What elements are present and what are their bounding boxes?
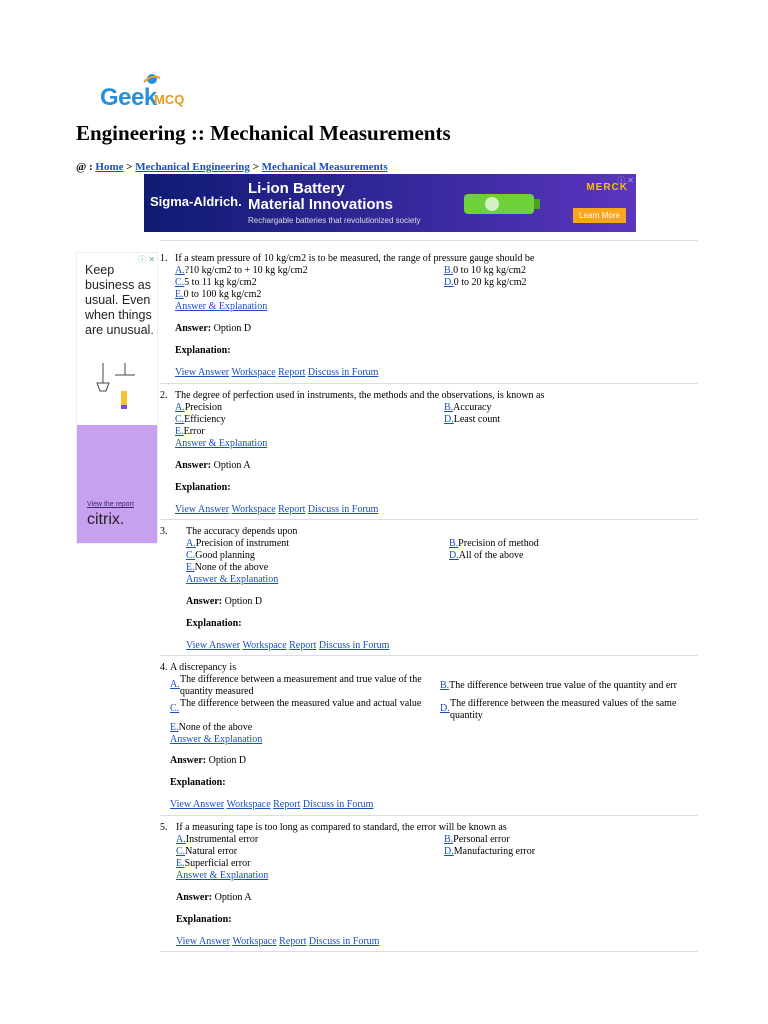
option-b[interactable] (444, 402, 491, 414)
report-link[interactable]: Report (279, 936, 307, 947)
view-answer-link[interactable]: View Answer (186, 640, 241, 651)
option-key[interactable]: B. (449, 538, 459, 549)
banner-learn-more-button[interactable]: Learn More (573, 208, 626, 223)
option-text: 0 to 10 kg kg/cm2 (453, 265, 526, 276)
question-card (160, 526, 700, 656)
answer-label: Answer: (176, 892, 213, 903)
option-text: Good planning (195, 550, 255, 561)
answer-explanation-link[interactable]: Answer & Explanation (175, 301, 268, 312)
question-text: A discrepancy is (170, 662, 237, 673)
question-card (160, 390, 700, 520)
question-actions (186, 640, 389, 652)
option-key[interactable]: C. (175, 277, 185, 288)
option-text: The difference between true value of the quantity and err (449, 680, 677, 691)
option-c[interactable] (186, 550, 255, 562)
page-title: Engineering :: Mechanical Measurements (76, 121, 451, 145)
side-ad[interactable] (76, 252, 158, 544)
question-actions (170, 799, 373, 811)
option-e[interactable] (186, 562, 268, 574)
question-actions (175, 504, 378, 516)
explanation-line (175, 482, 231, 494)
question-card (160, 253, 700, 383)
option-text: Natural error (185, 846, 238, 857)
workspace-link[interactable]: Workspace (232, 936, 277, 947)
option-key[interactable]: D. (444, 846, 454, 857)
option-text: None of the above (194, 562, 269, 573)
option-d[interactable] (444, 846, 535, 858)
divider (160, 240, 698, 241)
site-logo[interactable] (100, 72, 200, 112)
option-d[interactable] (444, 414, 500, 426)
option-text: Precision of method (458, 538, 539, 549)
answer-explanation-link[interactable]: Answer & Explanation (186, 574, 279, 585)
explanation-line (175, 345, 231, 357)
breadcrumb-separator: > (126, 161, 133, 173)
question-number: 4. (160, 662, 168, 673)
breadcrumb-separator: > (252, 161, 259, 173)
answer-explanation-link[interactable]: Answer & Explanation (170, 734, 263, 745)
option-key[interactable]: D. (444, 414, 454, 425)
logo-text-geek: Geek (100, 84, 157, 111)
question-actions (176, 936, 379, 948)
option-key[interactable]: C. (175, 414, 185, 425)
option-a[interactable] (175, 265, 308, 277)
option-text: None of the above (178, 722, 253, 733)
option-b[interactable] (449, 538, 539, 550)
discuss-link[interactable]: Discuss in Forum (307, 504, 379, 515)
breadcrumb (76, 161, 388, 173)
option-d[interactable] (440, 698, 700, 722)
option-key[interactable]: D. (444, 277, 454, 288)
option-text: Precision of instrument (195, 538, 290, 549)
side-ad-text: Keep business as usual. Even when things are unusual. (85, 263, 154, 337)
breadcrumb-category-link[interactable]: Mechanical Engineering (135, 161, 250, 173)
breadcrumb-current-link[interactable]: Mechanical Measurements (261, 161, 388, 173)
explanation-label: Explanation: (175, 482, 231, 493)
side-ad-view-report-link[interactable]: View the report (87, 501, 134, 508)
option-b[interactable] (444, 265, 526, 277)
discuss-link[interactable]: Discuss in Forum (318, 640, 390, 651)
answer-line (175, 323, 251, 335)
option-d[interactable] (449, 550, 523, 562)
option-text: ?10 kg/cm2 to + 10 kg kg/cm2 (184, 265, 308, 276)
banner-tagline: Rechargable batteries that revolutionized society (248, 216, 421, 225)
explanation-label: Explanation: (170, 777, 226, 788)
option-a[interactable] (170, 674, 432, 698)
option-key[interactable]: A. (170, 679, 180, 690)
answer-value: Option A (214, 892, 252, 903)
question-text: The degree of perfection used in instruments, the methods and the observations, is known as (175, 390, 545, 401)
ad-close-icon[interactable]: ⓘ ✕ (617, 176, 634, 185)
workspace-link[interactable]: Workspace (231, 504, 276, 515)
option-c[interactable] (175, 277, 257, 289)
option-key[interactable]: B. (444, 834, 454, 845)
workspace-link[interactable]: Workspace (226, 799, 271, 810)
option-key[interactable]: E. (170, 722, 179, 733)
answer-label: Answer: (170, 755, 207, 766)
question-card (160, 662, 700, 812)
option-text: Error (183, 426, 205, 437)
option-key[interactable]: D. (449, 550, 459, 561)
explanation-line (176, 914, 232, 926)
question-card (160, 822, 700, 952)
option-key[interactable]: C. (176, 846, 186, 857)
option-e[interactable] (176, 858, 250, 870)
option-text: Precision (184, 402, 222, 413)
explanation-line (170, 777, 226, 789)
answer-value: Option D (213, 323, 252, 334)
breadcrumb-prefix: @ : (76, 161, 93, 173)
view-answer-link[interactable]: View Answer (170, 799, 225, 810)
option-key[interactable]: B. (444, 402, 454, 413)
discuss-link[interactable]: Discuss in Forum (307, 367, 379, 378)
banner-headline (248, 181, 393, 213)
side-ad-brand-logo: citrix. (87, 511, 125, 528)
banner-ad[interactable] (144, 174, 636, 232)
view-answer-link[interactable]: View Answer (176, 936, 231, 947)
discuss-link[interactable]: Discuss in Forum (308, 936, 380, 947)
answer-value: Option D (208, 755, 247, 766)
discuss-link[interactable]: Discuss in Forum (302, 799, 374, 810)
option-text: Accuracy (453, 402, 492, 413)
question-number: 1. (160, 253, 168, 264)
answer-line (186, 596, 262, 608)
option-key[interactable]: A. (176, 834, 186, 845)
option-a[interactable] (175, 402, 222, 414)
question-actions (175, 367, 378, 379)
option-text: 0 to 100 kg kg/cm2 (183, 289, 262, 300)
option-text: Manufacturing error (453, 846, 536, 857)
option-c[interactable] (170, 698, 432, 715)
report-link[interactable]: Report (289, 640, 317, 651)
answer-label: Answer: (175, 323, 212, 334)
option-text: Instrumental error (185, 834, 259, 845)
lamp-illustration-icon (95, 363, 145, 425)
option-text: The difference between the measured value and actual value (180, 698, 422, 709)
option-key[interactable]: E. (175, 426, 184, 437)
option-e[interactable] (175, 289, 261, 301)
view-answer-link[interactable]: View Answer (175, 504, 230, 515)
option-text: Personal error (453, 834, 510, 845)
option-text: The difference between the measured values of the same quantity (450, 698, 677, 721)
workspace-link[interactable]: Workspace (231, 367, 276, 378)
option-key[interactable]: E. (186, 562, 195, 573)
option-b[interactable] (440, 680, 677, 692)
answer-explanation-link[interactable]: Answer & Explanation (175, 438, 268, 449)
workspace-link[interactable]: Workspace (242, 640, 287, 651)
divider (160, 383, 698, 384)
option-key[interactable]: A. (175, 402, 185, 413)
option-text: 0 to 20 kg kg/cm2 (453, 277, 527, 288)
option-key[interactable]: D. (440, 703, 450, 714)
option-key[interactable]: C. (170, 703, 180, 714)
battery-icon (462, 184, 552, 222)
report-link[interactable]: Report (278, 504, 306, 515)
answer-line (175, 460, 251, 472)
explanation-label: Explanation: (186, 618, 242, 629)
option-key[interactable]: E. (176, 858, 185, 869)
divider (160, 815, 698, 816)
explanation-label: Explanation: (175, 345, 231, 356)
answer-value: Option A (213, 460, 251, 471)
answer-line (170, 755, 246, 767)
answer-line (176, 892, 252, 904)
option-key[interactable]: B. (440, 680, 450, 691)
banner-headline-line-1: Li-ion Battery (248, 180, 345, 197)
option-text: 5 to 11 kg kg/cm2 (184, 277, 257, 288)
option-a[interactable] (176, 834, 258, 846)
option-key[interactable]: C. (186, 550, 196, 561)
question-text: If a steam pressure of 10 kg/cm2 is to be measured, the range of pressure gauge should be (175, 253, 535, 264)
answer-label: Answer: (186, 596, 223, 607)
answer-explanation-link[interactable]: Answer & Explanation (176, 870, 269, 881)
option-c[interactable] (175, 414, 226, 426)
answer-value: Option D (224, 596, 263, 607)
option-key[interactable]: A. (175, 265, 185, 276)
view-answer-link[interactable]: View Answer (175, 367, 230, 378)
question-text: The accuracy depends upon (186, 526, 298, 537)
banner-headline-line-2: Material Innovations (248, 196, 394, 213)
question-text: If a measuring tape is too long as compared to standard, the error will be known as (176, 822, 507, 833)
option-key[interactable]: A. (186, 538, 196, 549)
option-text: Superficial error (184, 858, 251, 869)
option-key[interactable]: B. (444, 265, 454, 276)
explanation-label: Explanation: (176, 914, 232, 925)
logo-text-mcq: MCQ (154, 92, 185, 107)
answer-label: Answer: (175, 460, 212, 471)
option-text: Efficiency (184, 414, 226, 425)
option-e[interactable] (175, 426, 205, 438)
option-b[interactable] (444, 834, 510, 846)
option-e[interactable] (170, 722, 252, 734)
option-key[interactable]: E. (175, 289, 184, 300)
question-number: 2. (160, 390, 168, 401)
banner-partner-logo: MERCK (586, 182, 628, 193)
ad-close-icon[interactable]: ⓘ ✕ (138, 255, 155, 264)
option-text: All of the above (458, 550, 524, 561)
option-d[interactable] (444, 277, 527, 289)
question-number: 5. (160, 822, 168, 833)
explanation-line (186, 618, 242, 630)
option-text: Least count (453, 414, 501, 425)
question-number: 3. (160, 526, 168, 537)
report-link[interactable]: Report (278, 367, 306, 378)
report-link[interactable]: Report (273, 799, 301, 810)
option-text: The difference between a measurement and true value of the quantity measured (180, 674, 422, 697)
option-a[interactable] (186, 538, 289, 550)
option-c[interactable] (176, 846, 237, 858)
breadcrumb-home-link[interactable]: Home (95, 161, 124, 173)
banner-brand: Sigma-Aldrich. (150, 194, 242, 209)
